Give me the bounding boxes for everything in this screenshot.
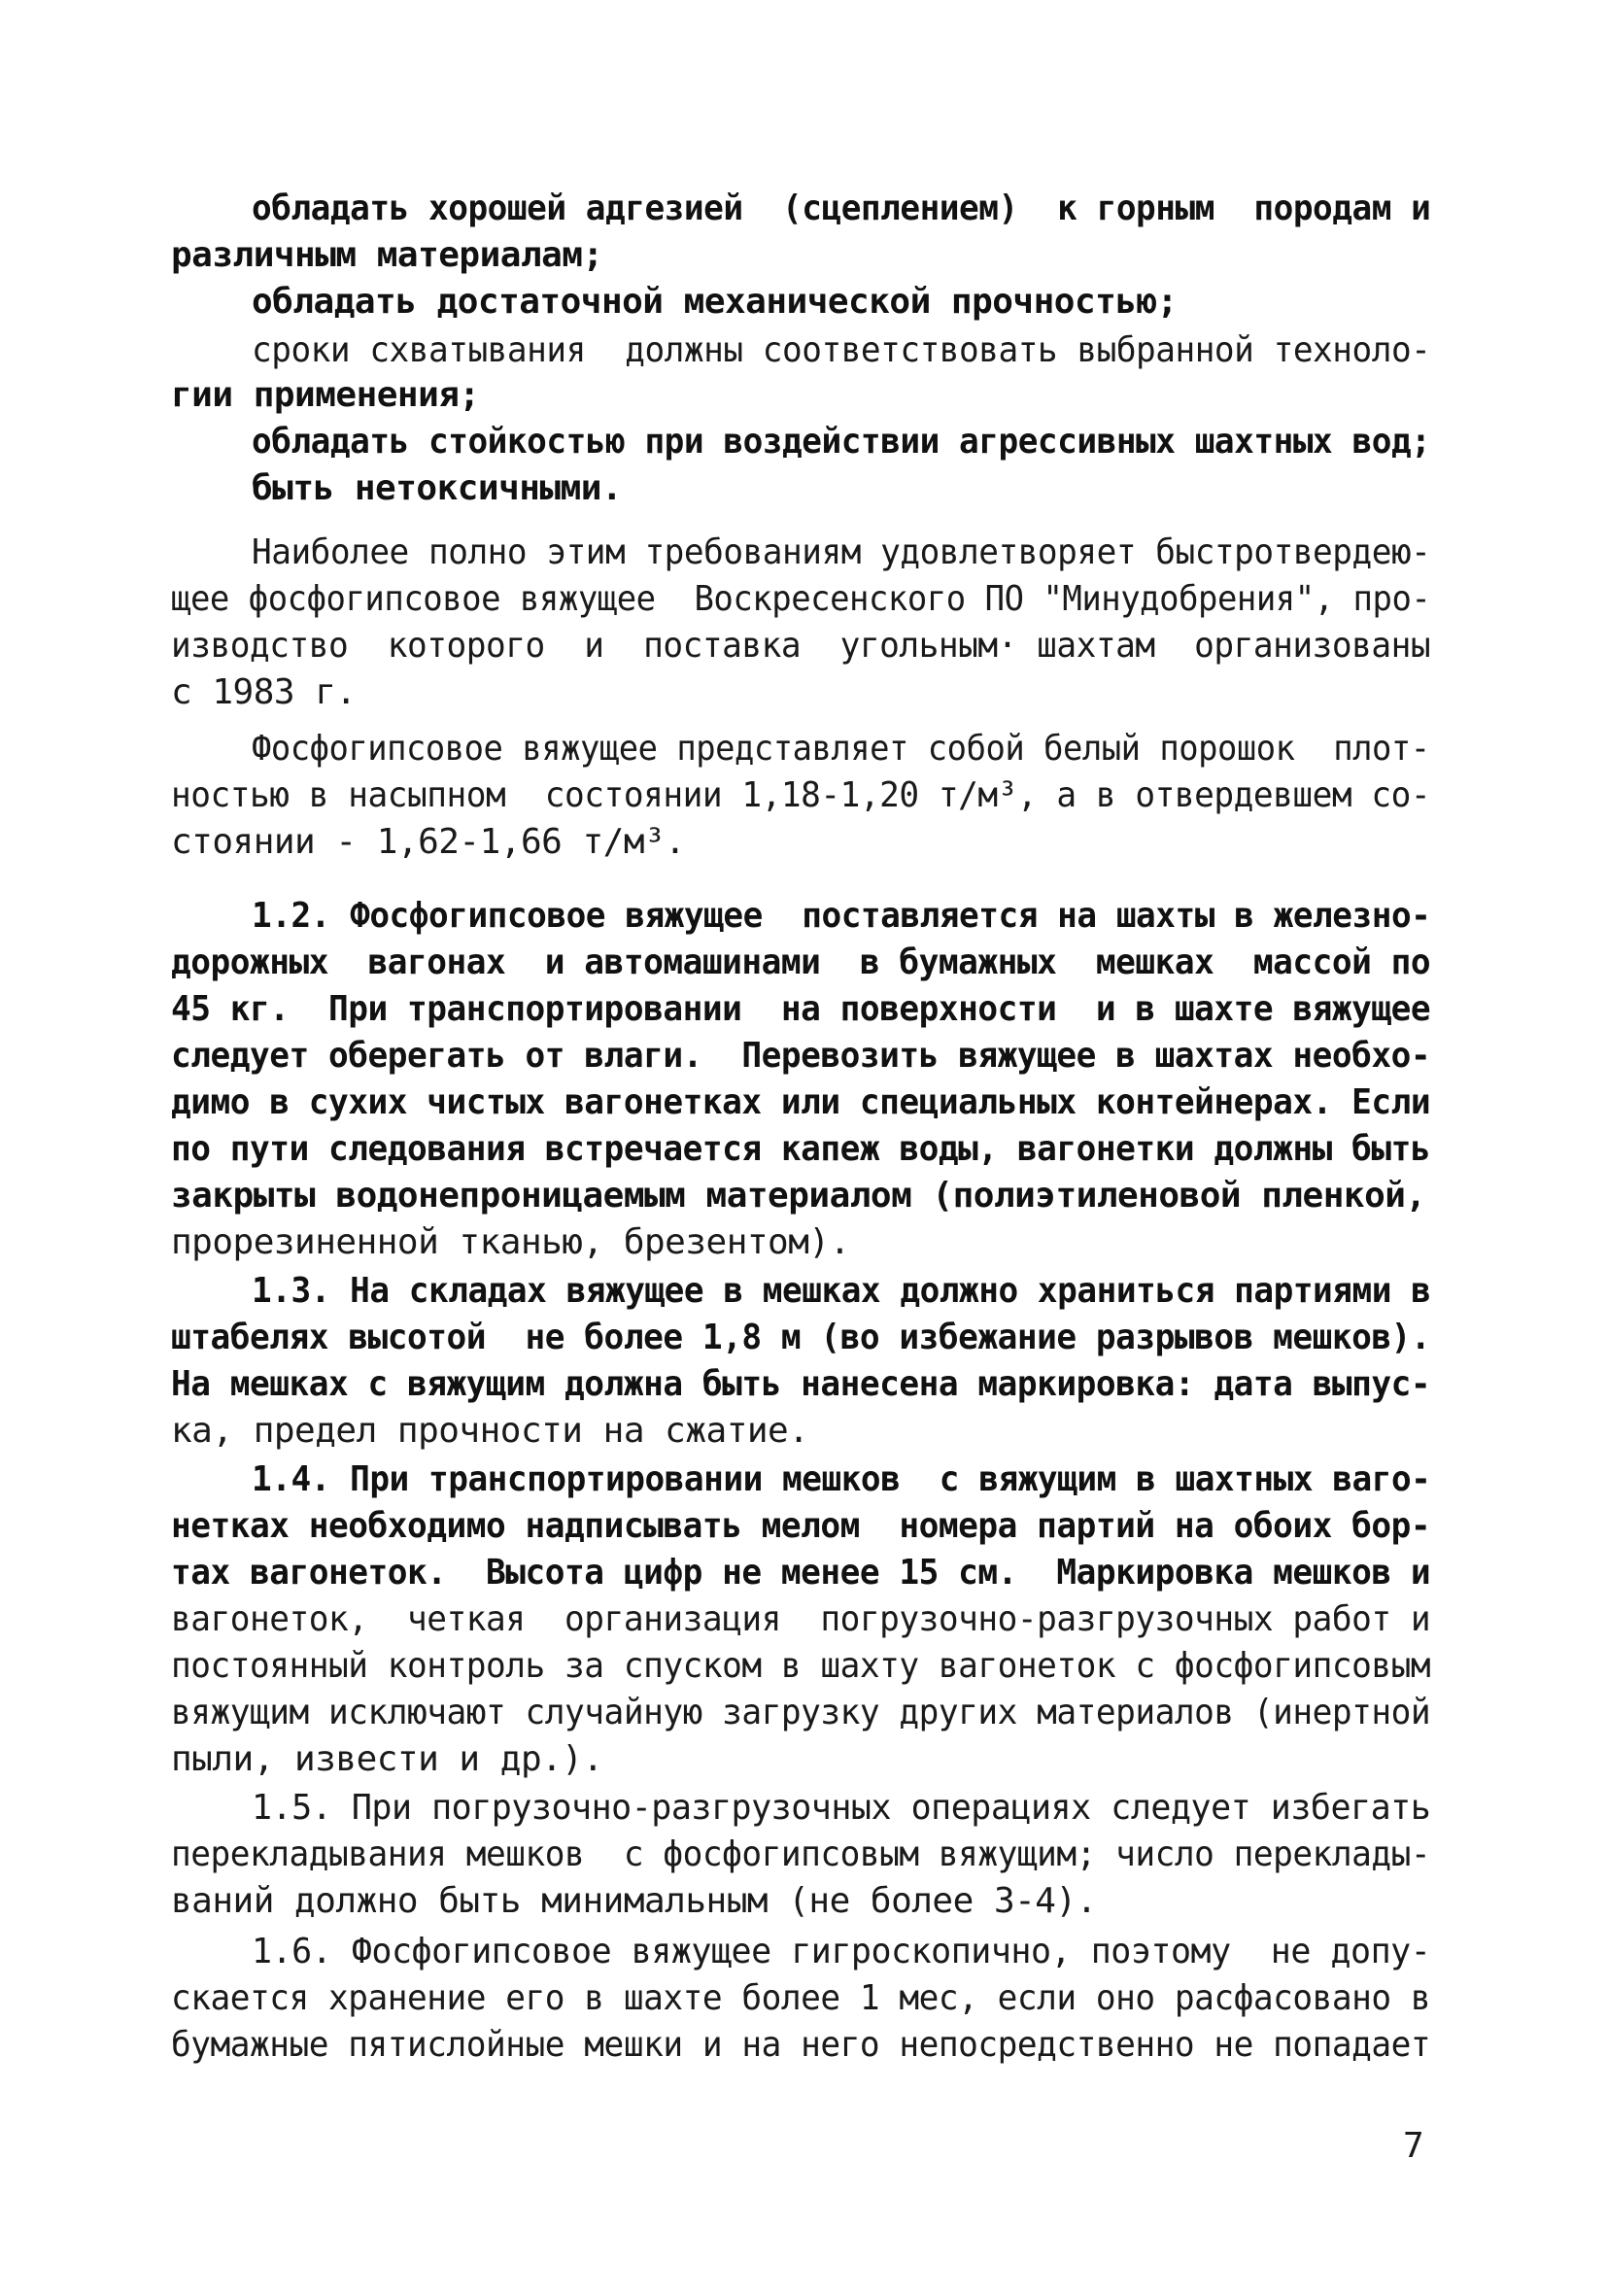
text-line-11: с 1983 г.: [171, 672, 357, 712]
text-line-19: димо в сухих чистых вагонетках или специальных контейнерах. Если: [171, 1082, 1431, 1122]
text-line-10: изводство которого и поставка угольным· шахтам организованы: [171, 626, 1431, 666]
text-line-7: быть нетоксичными.: [252, 468, 623, 508]
text-line-36: ваний должно быть минимальным (не более 3-4).: [171, 1881, 1097, 1921]
text-line-8: Наиболее полно этим требованиям удовлетворяет быстротвердею-: [252, 532, 1431, 572]
text-line-5: гии применения;: [171, 375, 480, 415]
text-line-39: бумажные пятислойные мешки и на него непосредственно не попадает: [171, 2025, 1431, 2065]
text-line-2: различным материалам;: [171, 235, 603, 275]
text-line-27: 1.4. При транспортировании мешков с вяжущим в шахтных ваго-: [252, 1459, 1431, 1499]
text-line-12: Фосфогипсовое вяжущее представляет собой белый порошок плот-: [252, 729, 1430, 769]
text-line-35: перекладывания мешков с фосфогипсовым вяжущим; число переклады-: [171, 1834, 1431, 1874]
text-line-28: нетках необходимо надписывать мелом номера партий на обоих бор-: [171, 1506, 1431, 1546]
text-line-30: вагонеток, четкая организация погрузочно-разгрузочных работ и: [171, 1599, 1431, 1639]
text-line-31: постоянный контроль за спуском в шахту вагонеток с фосфогипсовым: [171, 1646, 1431, 1686]
text-line-29: тах вагонеток. Высота цифр не менее 15 см. Маркировка мешков и: [171, 1553, 1431, 1593]
text-line-18: следует оберегать от влаги. Перевозить вяжущее в шахтах необхо-: [171, 1036, 1431, 1076]
page-number: 7: [1403, 2126, 1424, 2166]
text-line-14: стоянии - 1,62-1,66 т/м³.: [171, 822, 686, 862]
text-line-17: 45 кг. При транспортировании на поверхности и в шахте вяжущее: [171, 989, 1431, 1029]
text-line-37: 1.6. Фосфогипсовое вяжущее гигроскопично, поэтому не допу-: [252, 1932, 1431, 1971]
text-line-23: 1.3. На складах вяжущее в мешках должно храниться партиями в: [252, 1271, 1431, 1311]
text-line-3: обладать достаточной механической прочностью;: [252, 282, 1178, 322]
text-line-15: 1.2. Фосфогипсовое вяжущее поставляется на шахты в железно-: [252, 896, 1431, 936]
text-line-21: закрыты водонепроницаемым материалом (полиэтиленовой пленкой,: [171, 1176, 1426, 1216]
text-line-16: дорожных вагонах и автомашинами в бумажных мешках массой по: [171, 942, 1431, 982]
text-line-25: На мешках с вяжущим должна быть нанесена маркировка: дата выпус-: [171, 1364, 1431, 1404]
text-line-1: обладать хорошей адгезией (сцеплением) к горным породам и: [252, 188, 1431, 228]
text-line-38: скается хранение его в шахте более 1 мес, если оно расфасовано в: [171, 1978, 1431, 2018]
text-line-33: пыли, извести и др.).: [171, 1739, 603, 1779]
text-line-22: прорезиненной тканью, брезентом).: [171, 1222, 850, 1262]
text-line-13: ностью в насыпном состоянии 1,18-1,20 т/м³, а в отвердевшем со-: [171, 775, 1431, 815]
text-line-26: ка, предел прочности на сжатие.: [171, 1411, 809, 1451]
text-line-4: сроки схватывания должны соответствовать выбранной техноло-: [252, 330, 1431, 370]
text-line-34: 1.5. При погрузочно-разгрузочных операциях следует избегать: [252, 1788, 1431, 1828]
text-line-9: щее фосфогипсовое вяжущее Воскресенского ПО "Минудобрения", про-: [171, 579, 1431, 619]
text-line-32: вяжущим исключают случайную загрузку других материалов (инертной: [171, 1693, 1431, 1732]
text-line-24: штабелях высотой не более 1,8 м (во избежание разрывов мешков).: [171, 1318, 1431, 1357]
text-line-6: обладать стойкостью при воздействии агрессивных шахтных вод;: [252, 422, 1431, 462]
text-line-20: по пути следования встречается капеж воды, вагонетки должны быть: [171, 1129, 1431, 1169]
